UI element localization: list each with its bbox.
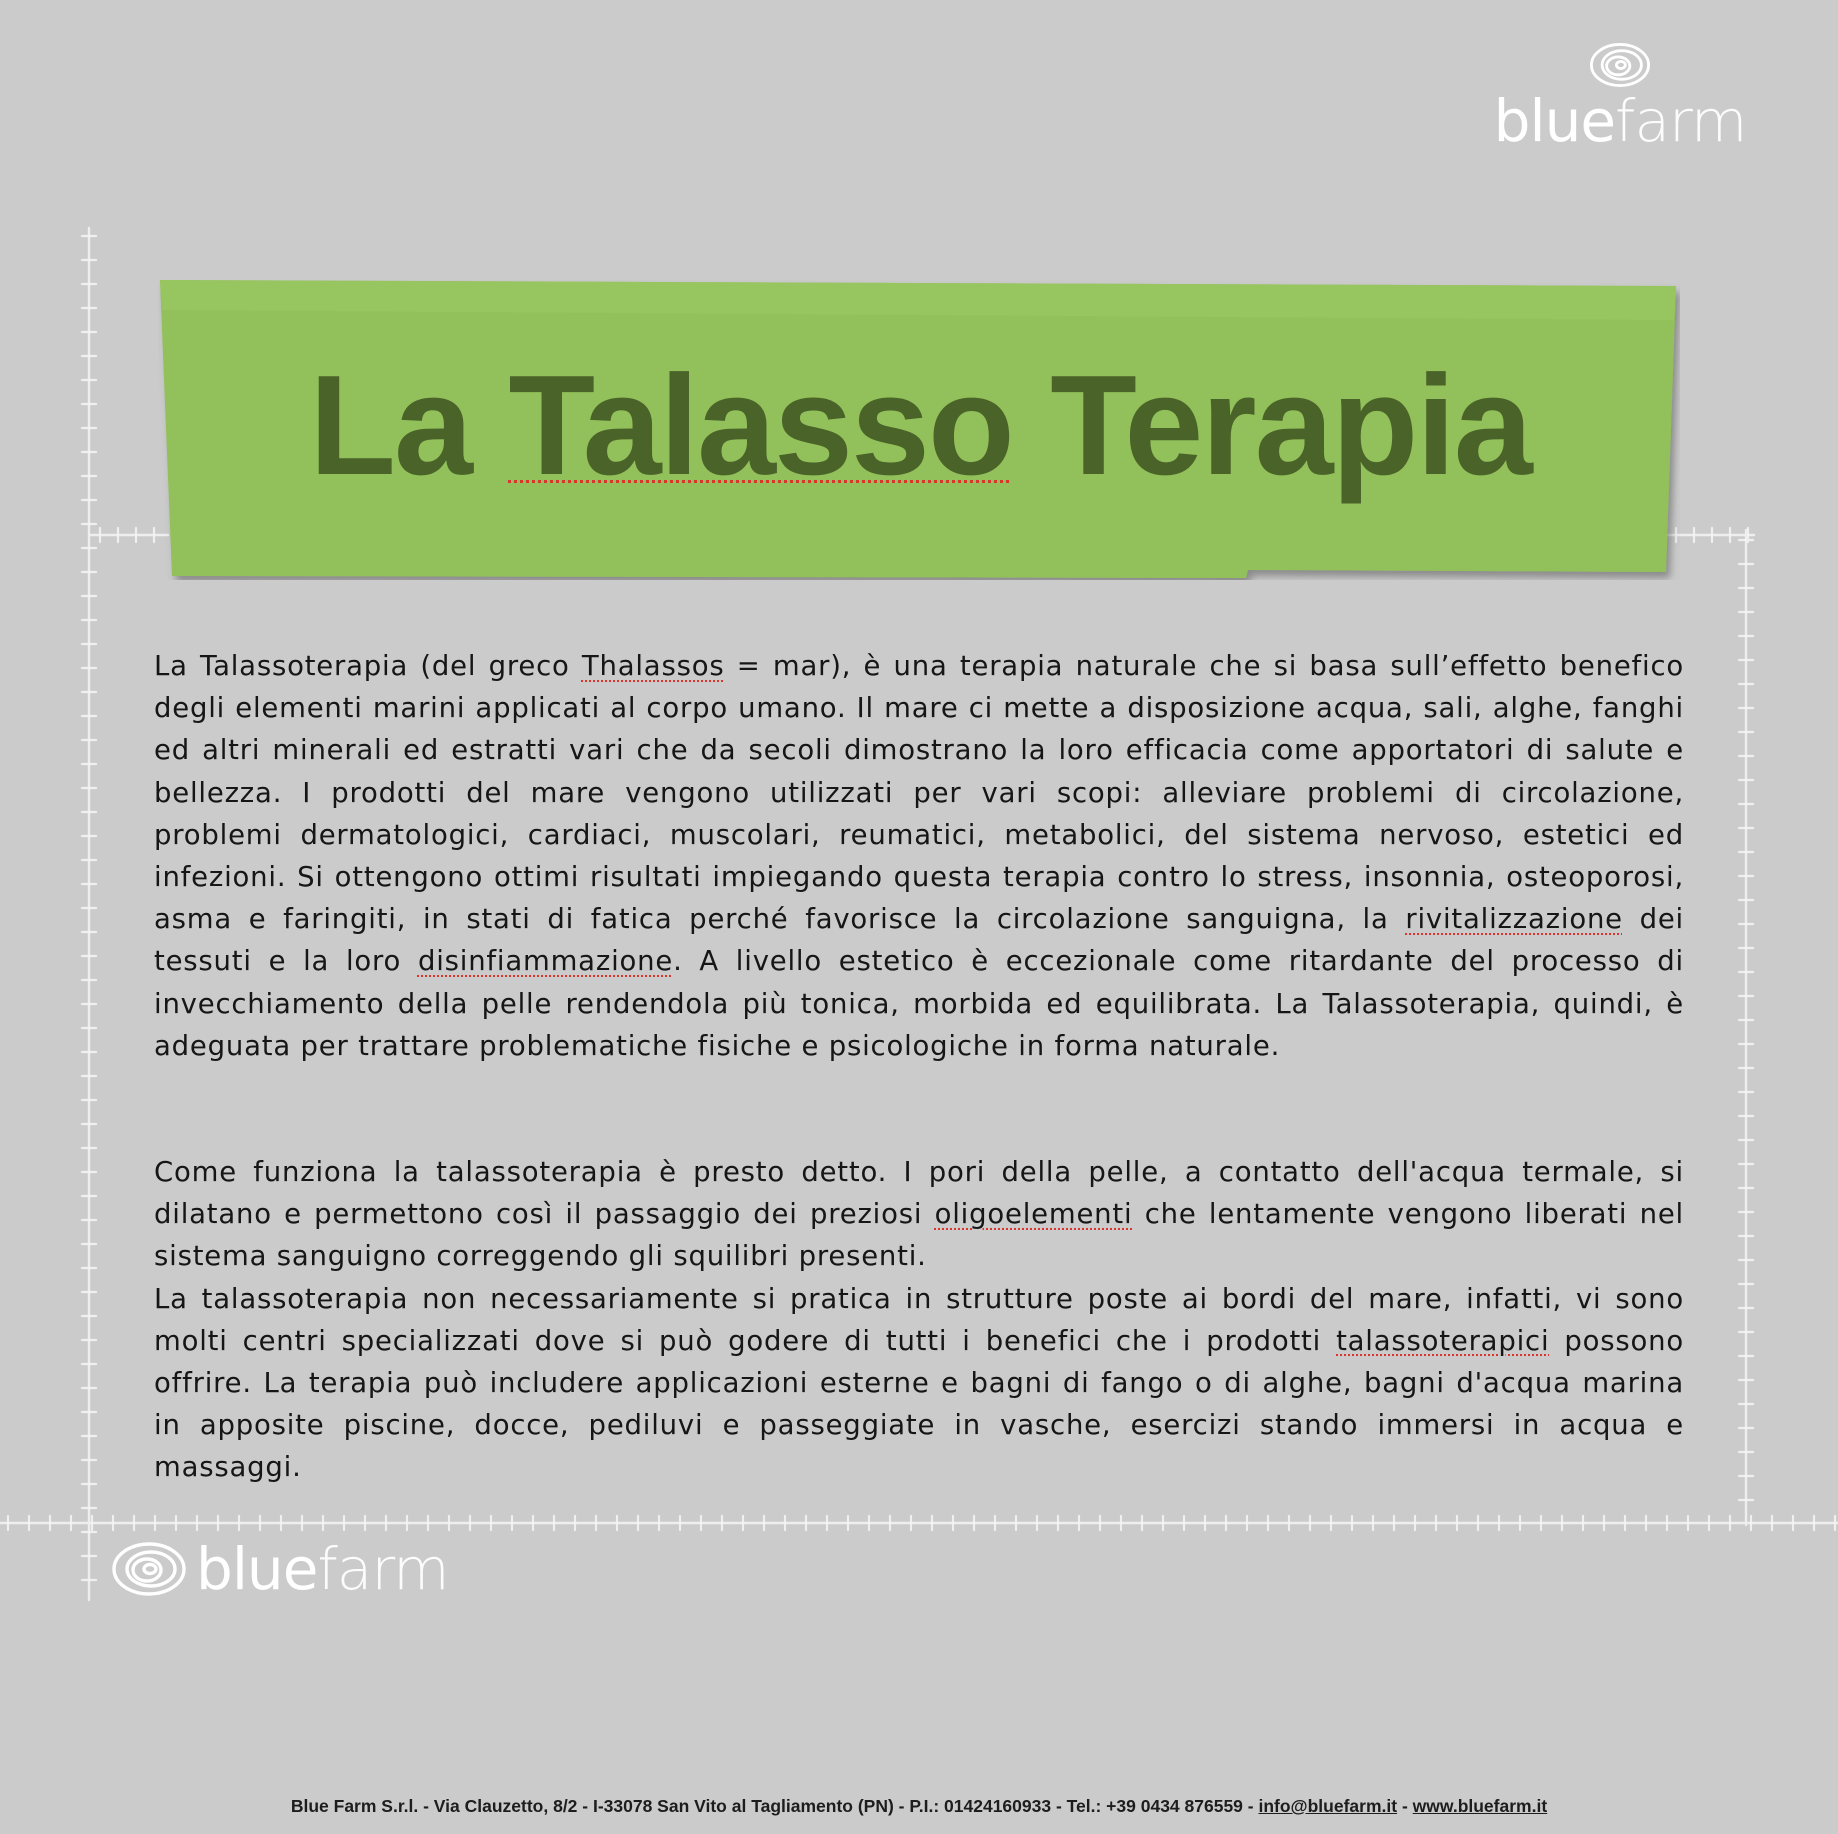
text-run: La talassoterapia non necessariamente si pratica in strutture poste ai bordi del mare, infatti, vi sono molti centri specializzati dove si può godere di tutti i benefici che i prodotti: [154, 1282, 1684, 1357]
text-run: possono offrire. La terapia può includere applicazioni esterne e bagni di fango o di alghe, bagni d'acqua marina in apposite piscine, docce, pediluvi e passeggiate in vasche, esercizi stando immersi in acqua e massaggi.: [154, 1324, 1684, 1484]
logo-word-blue: blue: [196, 1535, 318, 1603]
brand-logo-top: [1493, 40, 1747, 155]
logo-word-blue: blue: [1493, 87, 1616, 155]
swirl-logo-icon: [110, 1539, 188, 1599]
page-title: [160, 346, 1680, 505]
title-part-la: La: [309, 346, 509, 505]
misspelled-word: disinfiammazione: [417, 945, 674, 978]
title-part-terapia: Terapia: [1012, 346, 1531, 505]
misspelled-word: Thalassos: [581, 650, 725, 682]
footer-website-link[interactable]: www.bluefarm.it: [1412, 1796, 1548, 1816]
misspelled-word: rivitalizzazione: [1405, 903, 1623, 936]
title-part-talasso: Talasso: [508, 346, 1013, 505]
swirl-logo-icon: [1584, 40, 1656, 90]
text-run: che lentamente vengono liberati nel sistema sanguigno correggendo gli squilibri presenti.: [154, 1198, 1684, 1273]
text-run: La Talassoterapia (del greco: [154, 650, 582, 682]
paragraph-centers: [154, 1278, 1684, 1489]
text-run: . A livello estetico è eccezionale come ritardante del processo di invecchiamento della pelle rendendola più tonica, morbida ed equilibrata. La Talassoterapia, quindi, è adeguata per trattare problematiche fisiche e psicologiche in forma naturale.: [154, 945, 1684, 1062]
text-run: dei tessuti e la loro: [154, 903, 1684, 978]
footer-contact-line: [0, 1796, 1838, 1817]
text-run: Come funziona la talassoterapia è presto detto. I pori della pelle, a contatto dell'acqua termale, si dilatano e permettono così il passaggio dei preziosi: [154, 1156, 1684, 1231]
misspelled-word: talassoterapici: [1336, 1324, 1550, 1357]
misspelled-word: oligoelementi: [934, 1198, 1133, 1231]
logo-word-farm: farm: [1615, 87, 1747, 155]
text-run: = mar), è una terapia naturale che si basa sull’effetto benefico degli elementi marini applicati al corpo umano. Il mare ci mette a disposizione acqua, sali, alghe, fanghi ed altri minerali ed estratti vari che da secoli dimostrano la loro efficacia come apportatori di salute e bellezza. I prodotti del mare vengono utilizzati per vari scopi: alleviare problemi di circolazione, problemi dermatologici, cardiaci, muscolari, reumatici, metabolici, del sistema nervoso, estetici ed infezioni. Si ottengono ottimi risultati impiegando questa terapia contro lo stress, insonnia, osteoporosi, asma e faringiti, in stati di fatica perché favorisce la circolazione sanguigna, la: [154, 650, 1685, 936]
paragraph-how-it-works: [154, 1151, 1684, 1278]
footer-email-link[interactable]: info@bluefarm.it: [1258, 1796, 1398, 1816]
paragraph-intro: [154, 645, 1684, 1067]
footer-separator: -: [1397, 1796, 1413, 1816]
brand-logo-bottom: [110, 1536, 449, 1602]
article-body: [154, 645, 1684, 1489]
footer-company-info: Blue Farm S.r.l. - Via Clauzetto, 8/2 - I-33078 San Vito al Tagliamento (PN) - P.I.: 01424160933 - Tel.: +39 0434 876559 -: [290, 1796, 1259, 1816]
logo-word-farm: farm: [317, 1535, 449, 1603]
